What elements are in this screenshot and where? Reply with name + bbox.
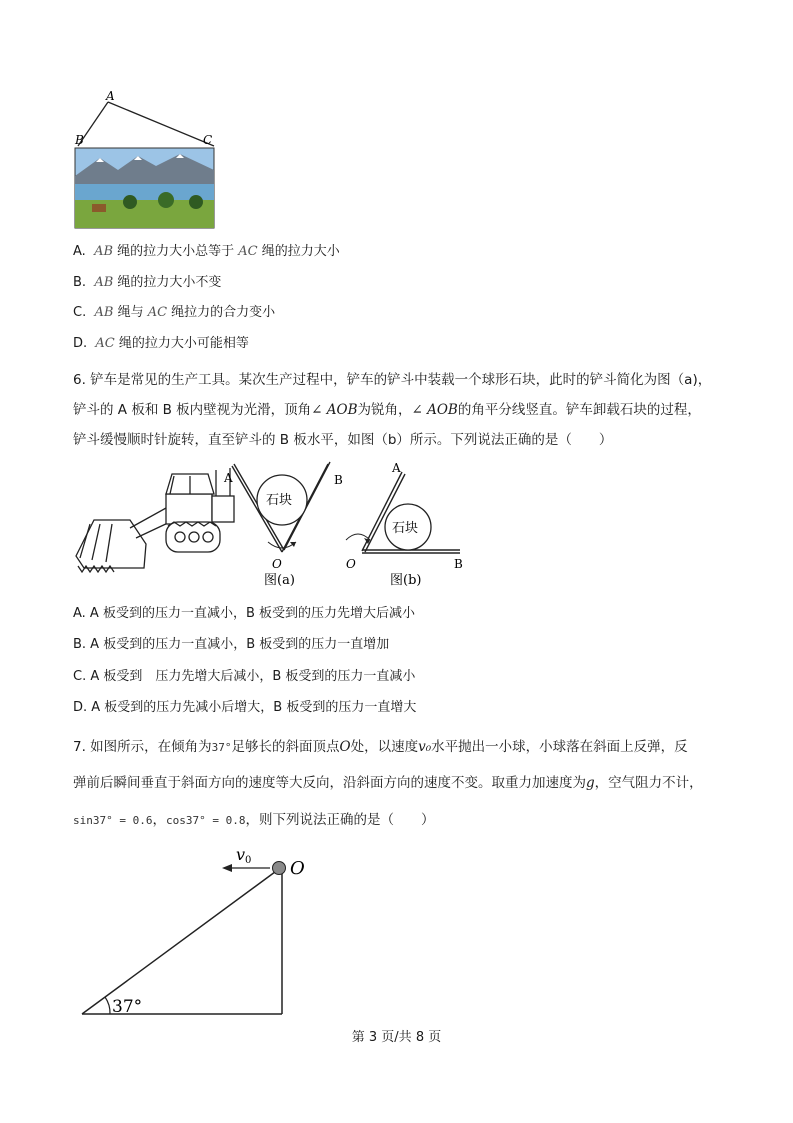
fig-a-label-o: O [272,557,282,571]
q7-v0-label: v0 [236,845,252,866]
figure-a [223,462,343,588]
q6-option-a: A. A 板受到的压力一直减小，B 板受到的压力先增大后减小 [73,606,416,621]
q7-o-label: O [290,858,305,879]
q7-line-2: 弹前后瞬间垂直于斜面方向的速度等大反向，沿斜面方向的速度不变。取重力加速度为g，空气阻力不计， [73,775,703,791]
ball [273,862,286,875]
loader-illustration [76,468,234,572]
q6-option-c: C. A 板受到 压力先增大后减小，B 板受到的压力一直减小 [73,669,416,684]
fig-b-label-b: B [454,557,463,571]
q6-line-2: 铲斗的 A 板和 B 板内壁视为光滑，顶角∠ AOB为锐角，∠ AOB的角平分线竖直。铲车卸载石块的过程， [73,402,701,418]
q5-option-d: D. AC 绳的拉力大小可能相等 [73,336,249,351]
q6-option-d: D. A 板受到的压力先减小后增大，B 板受到的压力一直增大 [73,700,417,715]
fig-b-caption: 图(b) [390,573,422,588]
q6-line-1: 6. 铲车是常见的生产工具。某次生产过程中，铲车的铲斗中装载一个球形石块，此时的铲斗简化为图（a)， [73,372,712,388]
q6-line-3: 铲斗缓慢顺时针旋转，直至铲斗的 B 板水平，如图（b）所示。下列说法正确的是（ ） [73,432,613,448]
q7-line-3: sin37° = 0.6，cos37° = 0.8，则下列说法正确的是（ ） [73,812,435,828]
fig-a-stone: 石块 [266,493,293,508]
q5-label-a: A [106,89,115,103]
q7-angle-label: 37° [112,997,143,1017]
fig-b-stone: 石块 [392,521,419,536]
landscape-photo [75,148,214,228]
q5-label-c: C [203,133,213,147]
q5-label-b: B [75,133,84,147]
q5-option-b: B. AB 绳的拉力大小不变 [73,275,222,290]
fig-a-caption: 图(a) [264,573,295,588]
q5-option-a: A. AB 绳的拉力大小总等于 AC 绳的拉力大小 [73,244,340,259]
q7-incline-figure [74,842,334,1022]
fig-a-label-b: B [334,473,343,487]
q7-line-1: 7. 如图所示，在倾角为37°足够长的斜面顶点O处，以速度v₀水平抛出一小球，小球落在斜面上反弹，反 [73,739,688,755]
q6-option-b: B. A 板受到的压力一直减小，B 板受到的压力一直增加 [73,637,390,652]
page-footer: 第 3 页/共 8 页 [351,1030,442,1045]
fig-a-label-a: A [224,471,233,485]
q5-option-c: C. AB 绳与 AC 绳拉力的合力变小 [73,305,276,320]
q6-figure [70,458,470,594]
q5-figure [70,86,220,232]
figure-b [346,461,463,588]
fig-b-label-o: O [346,557,356,571]
fig-b-label-a: A [392,461,401,475]
